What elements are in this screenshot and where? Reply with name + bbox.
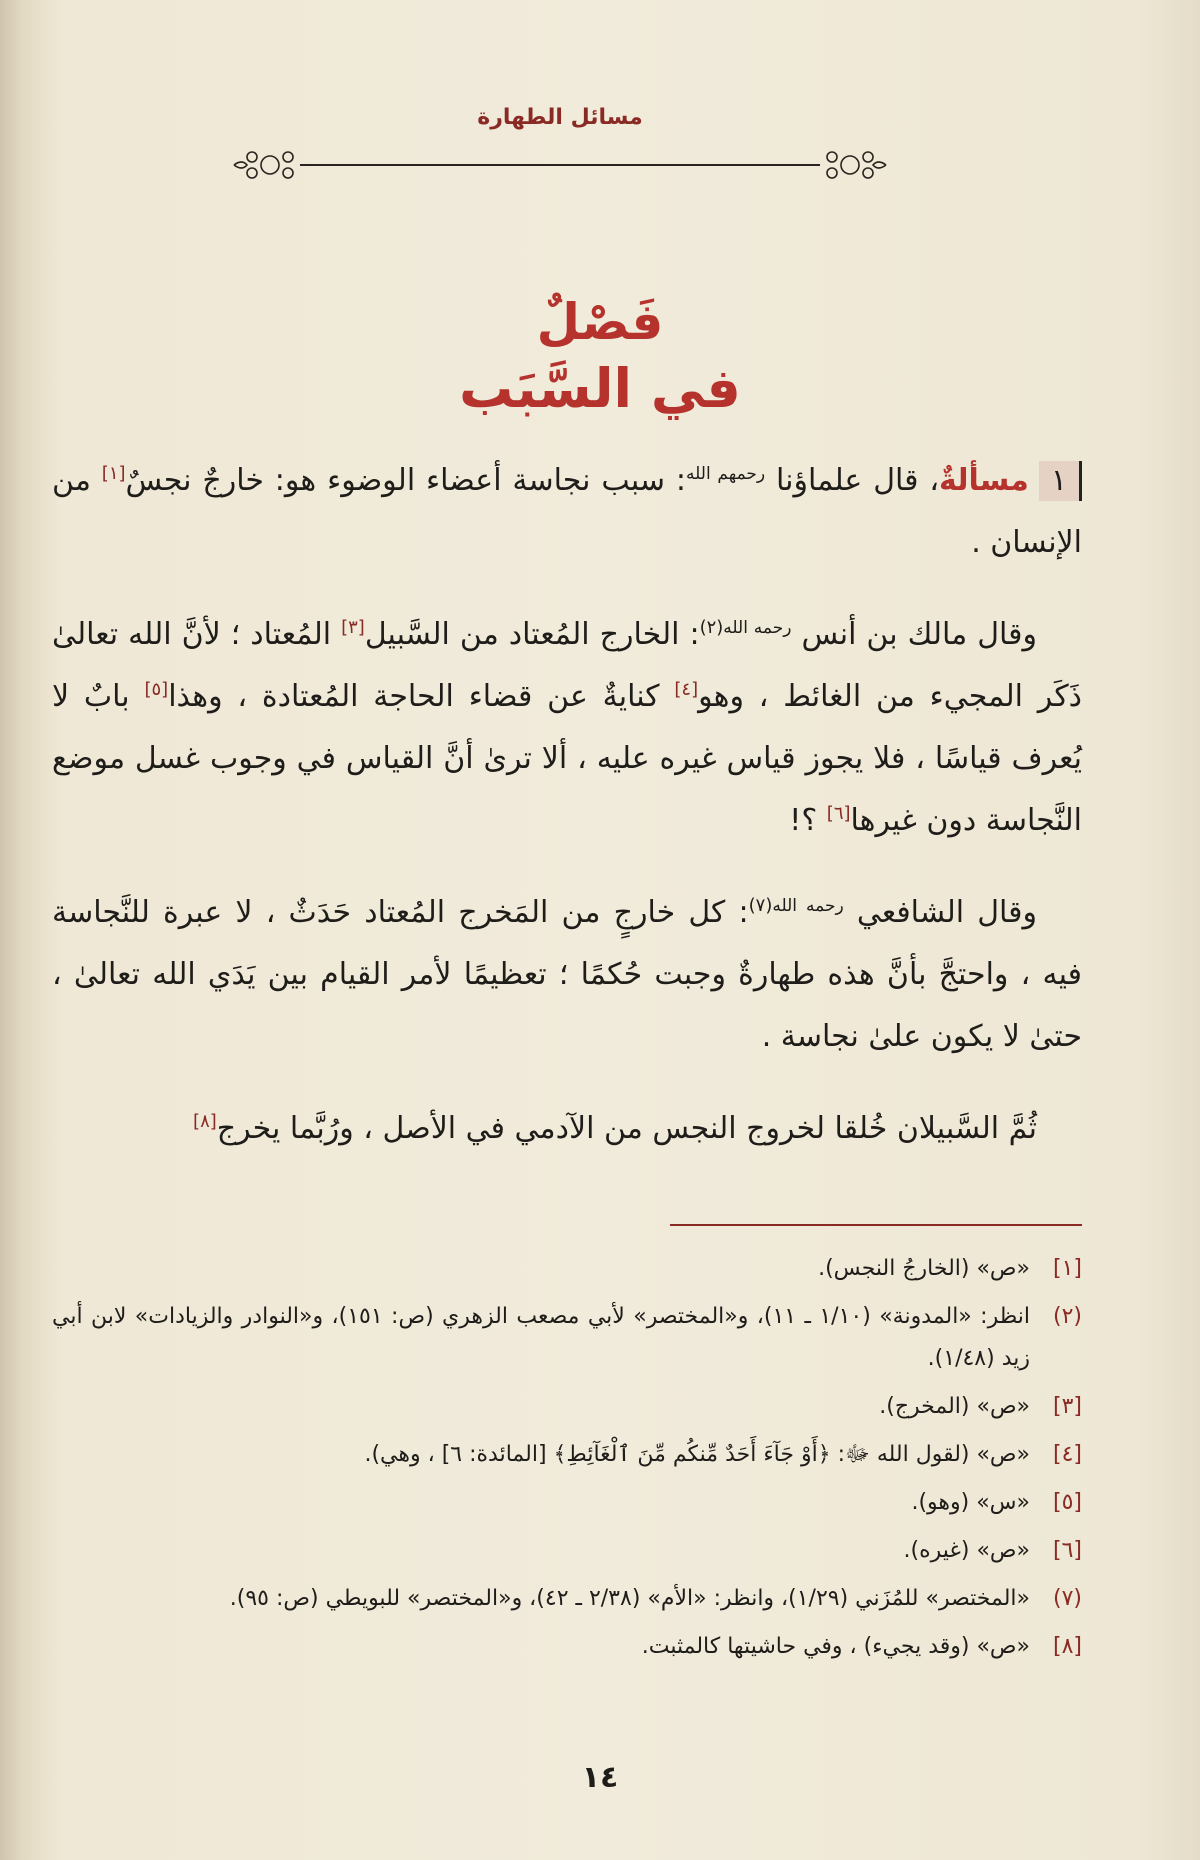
footnote-text: انظر: «المدونة» (١/١٠ ـ ١١)، و«المختصر» لأبي مصعب الزهري (ص: ١٥١)، و«النوادر والزيادات» لابن أبي زيد (١/٤٨). [52, 1304, 1030, 1371]
running-header [230, 105, 890, 130]
footnote-ref[interactable]: [٨] [193, 1111, 217, 1132]
issue-number-badge: ١ [1039, 461, 1082, 501]
text-run: ؟! [789, 803, 827, 838]
footnote-ref[interactable]: [١] [101, 463, 126, 484]
footnote-text: «ص» (غيره). [903, 1538, 1030, 1563]
footnote-marker: [٨] [1052, 1634, 1082, 1659]
footnote-separator [670, 1224, 1082, 1226]
footnote-ref[interactable]: (٧) [748, 895, 773, 916]
text-run: : سبب نجاسة أعضاء الوضوء هو: خارجٌ نجسٌ [125, 463, 687, 498]
footnote-text: «ص» (الخارجُ النجس). [818, 1256, 1030, 1281]
text-run: ، قال علماؤنا [776, 463, 940, 498]
footnote-text: «ص» (لقول الله ﷻ: ﴿أَوْ جَآءَ أَحَدٌ مِّنكُم مِّنَ ٱلْغَآئِطِ﴾ [المائدة: ٦] ، وهي). [364, 1442, 1030, 1467]
text-run: وقال مالك بن أنس [801, 617, 1037, 652]
text-run: ثُمَّ السَّبيلان خُلقا لخروج النجس من الآدمي في الأصل ، ورُبَّما يخرج [216, 1111, 1037, 1146]
text-run: وقال الشافعي [856, 895, 1037, 930]
footnote-item [52, 1626, 1082, 1668]
paragraph-malik [52, 604, 1082, 852]
footnote-ref[interactable]: (٢) [699, 617, 724, 638]
footnote-ref[interactable]: [٦] [826, 803, 851, 824]
footnote-item [52, 1530, 1082, 1572]
footnote-marker: [٥] [1052, 1490, 1082, 1515]
text-run: بابٌ لا يُعرف قياسًا ، فلا يجوز قياس غيره عليه ، ألا ترىٰ أنَّ القياس في وجوب غسل موضع النَّجاسة دون غيرها [52, 679, 1082, 838]
footnote-item [52, 1434, 1082, 1476]
footnote-marker: (٢) [1052, 1304, 1082, 1329]
footnote-marker: [٦] [1052, 1538, 1082, 1563]
footnote-text: «س» (وهو). [911, 1490, 1030, 1515]
footnote-item [52, 1296, 1082, 1380]
honorific-glyph: رحمهم الله [686, 464, 766, 484]
footnote-ref[interactable]: [٥] [144, 679, 169, 700]
text-run: كنايةٌ عن قضاء الحاجة المُعتادة ، وهذا [168, 679, 675, 714]
footnote-item [52, 1482, 1082, 1524]
footnote-marker: [٣] [1052, 1394, 1082, 1419]
footnote-text: «ص» (وقد يجيء) ، وفي حاشيتها كالمثبت. [641, 1634, 1030, 1659]
paragraph-sabilan [52, 1098, 1082, 1160]
chapter-subtitle: في السَّبَب [459, 357, 741, 420]
text-run: : الخارج المُعتاد من السَّبيل [364, 617, 700, 652]
footnote-marker: (٧) [1052, 1586, 1082, 1611]
paragraph-shafii [52, 882, 1082, 1068]
footnote-ref[interactable]: [٣] [341, 617, 365, 638]
honorific-glyph: رحمه الله [723, 618, 792, 638]
paragraph-issue-1 [52, 450, 1082, 574]
footnote-item [52, 1248, 1082, 1290]
ornament-rule-icon [230, 145, 890, 185]
chapter-heading [0, 290, 1200, 424]
footnote-ref[interactable]: [٤] [674, 679, 699, 700]
text-run: المُعتاد ؛ لأنَّ الله تعالىٰ ذَكَر المجيء من الغائط ، وهو [52, 617, 1082, 714]
footnote-item [52, 1578, 1082, 1620]
footnotes [52, 1248, 1082, 1674]
footnote-item [52, 1386, 1082, 1428]
text-run: : كل خارجٍ من المَخرج المُعتاد حَدَثٌ ، لا عبرة للنَّجاسة فيه ، واحتجَّ بأنَّ هذه طهارةٌ وجبت حُكمًا ؛ تعظيمًا لأمر القيام بين يَدَي الله تعالىٰ ، حتىٰ لا يكون علىٰ نجاسة . [52, 895, 1082, 1054]
main-text [52, 450, 1082, 1190]
footnote-text: «المختصر» للمُزَني (١/٢٩)، وانظر: «الأم» (٢/٣٨ ـ ٤٢)، و«المختصر» للبويطي (ص: ٩٥). [229, 1586, 1030, 1611]
chapter-title: فَصْلٌ [536, 293, 664, 351]
issue-label: مسألةٌ [939, 463, 1029, 498]
honorific-glyph: رحمه الله [772, 896, 844, 916]
footnote-marker: [١] [1052, 1256, 1082, 1281]
header-title: مسائل الطهارة [477, 105, 643, 130]
text-run: من الإنسان . [52, 463, 1082, 560]
footnote-text: «ص» (المخرج). [879, 1394, 1030, 1419]
page-number: ١٤ [581, 1760, 619, 1795]
footnote-marker: [٤] [1052, 1442, 1082, 1467]
